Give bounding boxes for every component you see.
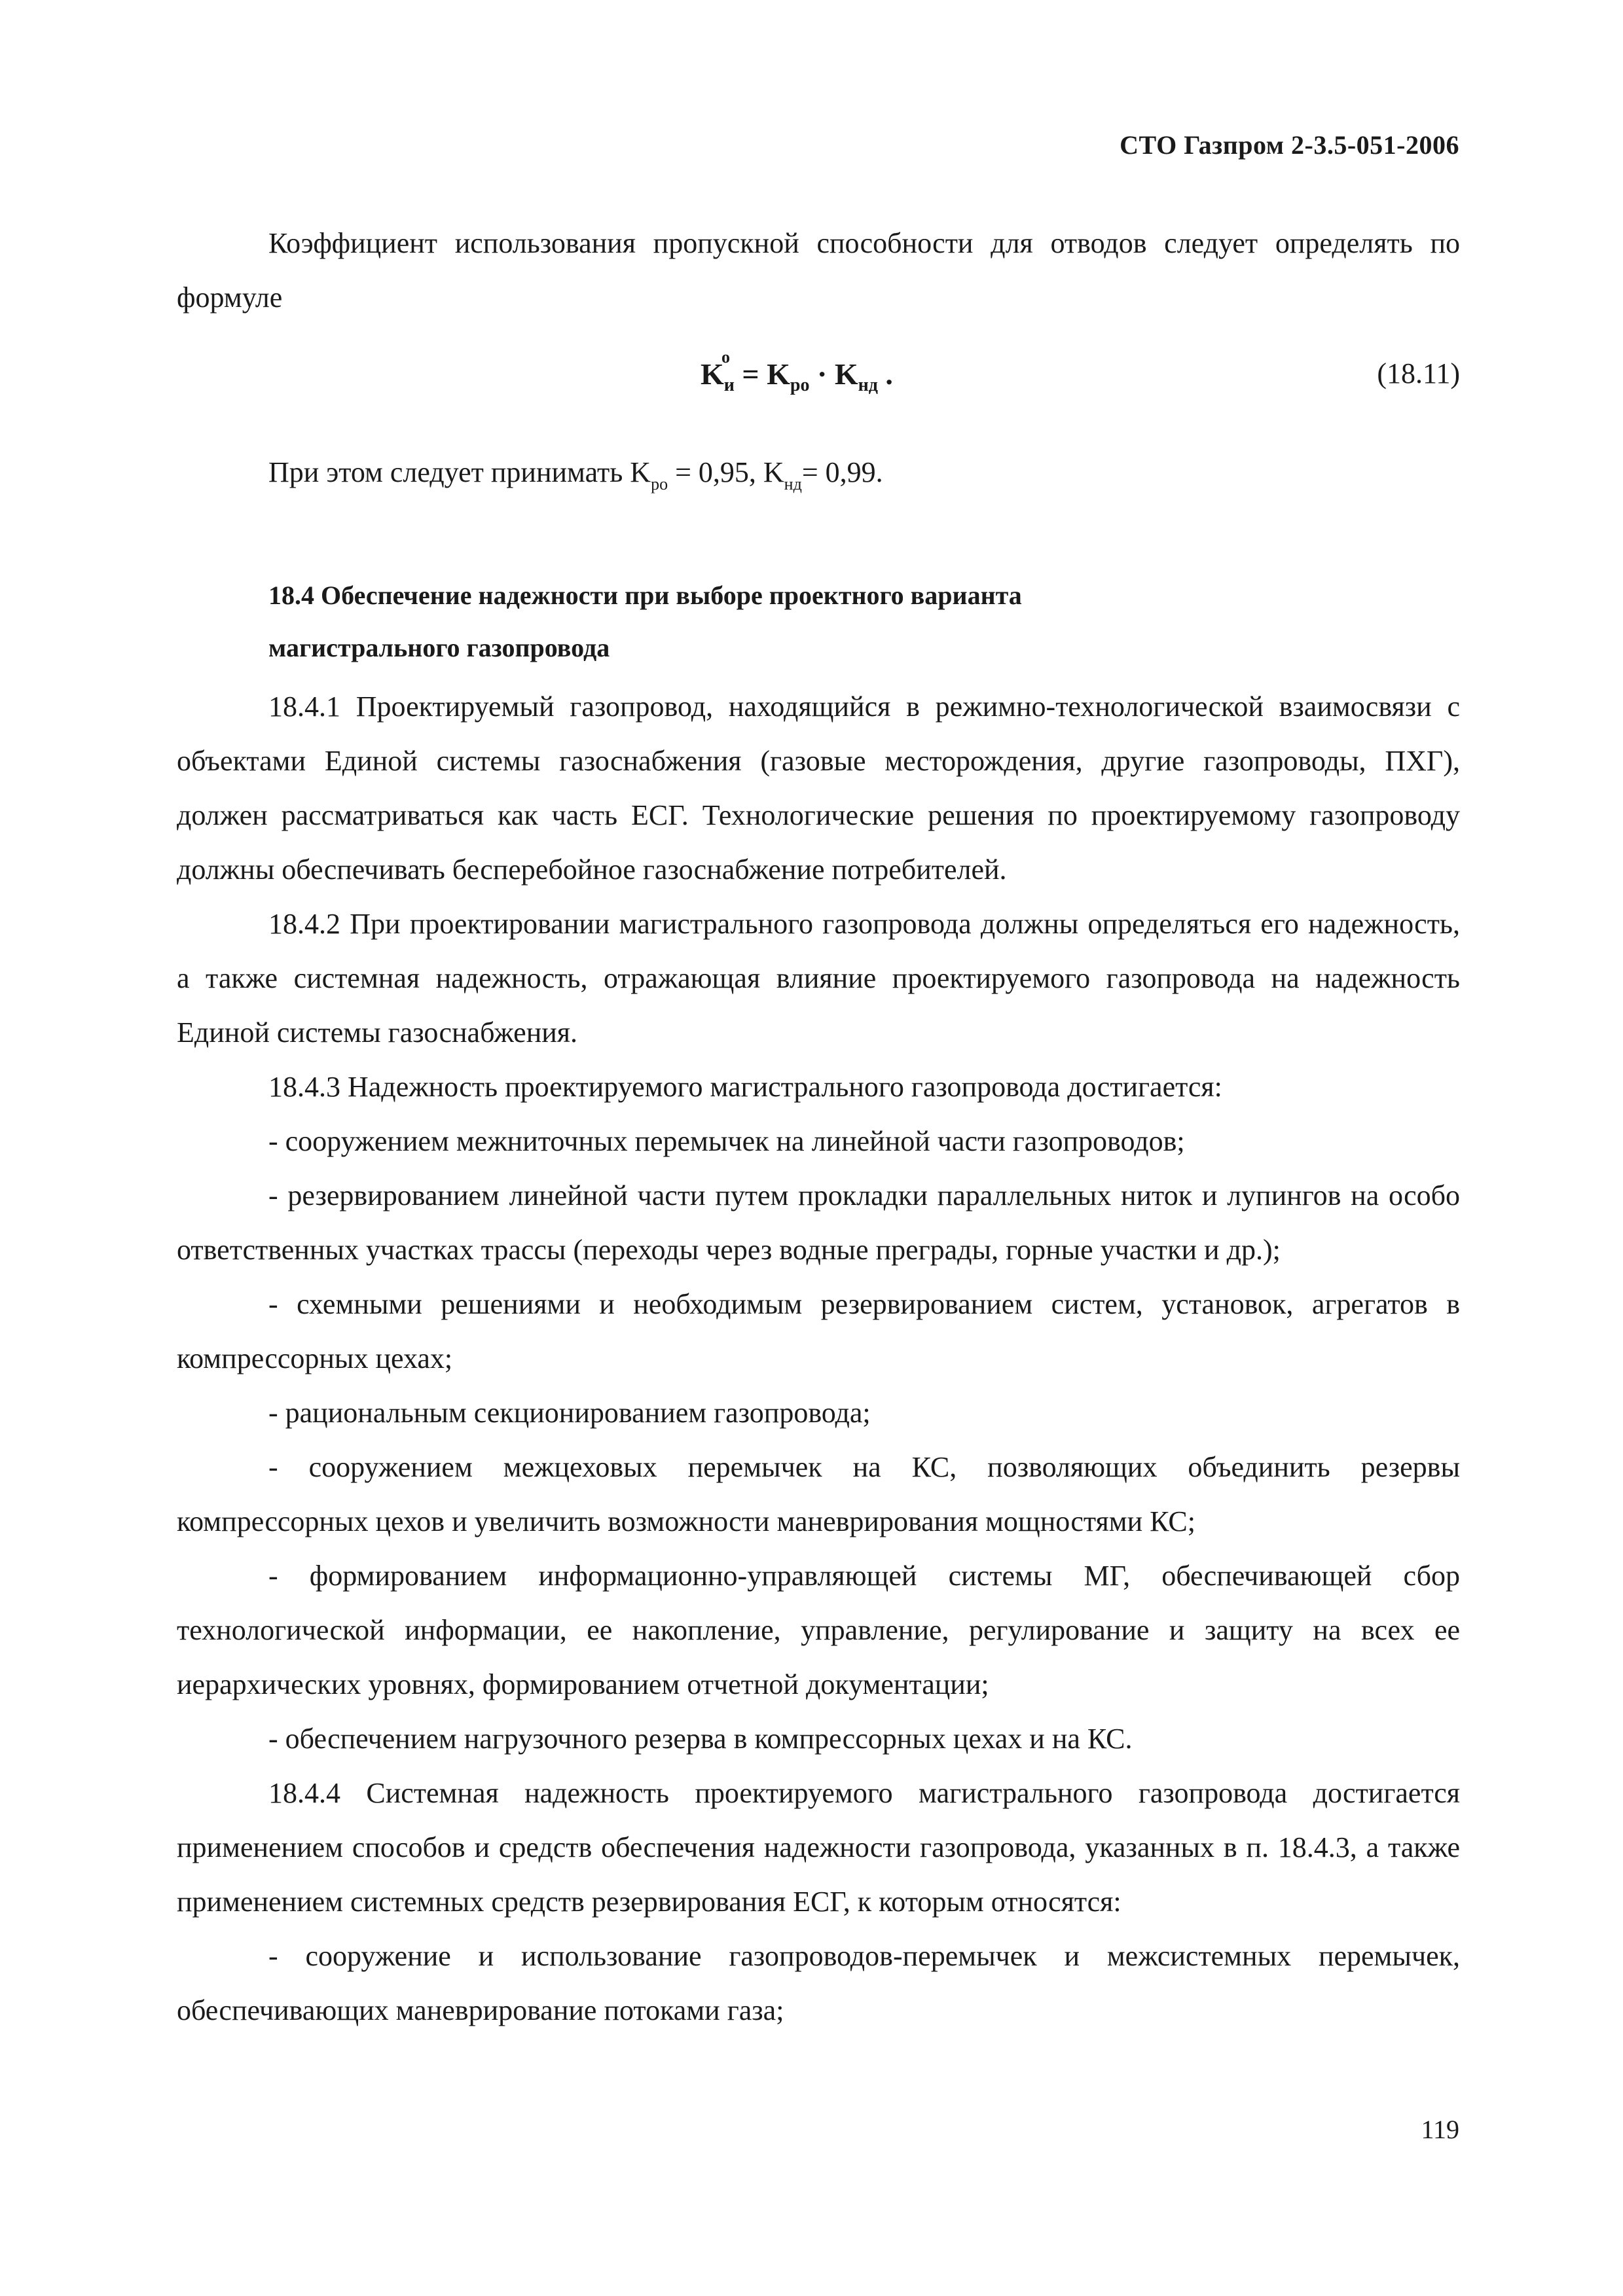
formula-term1-sub: ро: [790, 375, 810, 395]
section-title-line1: 18.4 Обеспечение надежности при выборе проектного варианта: [268, 581, 1022, 610]
intro-paragraph: Коэффициент использования пропускной способности для отводов следует определять по формуле: [177, 227, 1460, 314]
list-item: - обеспечением нагрузочного резерва в компрессорных цехах и на КС.: [268, 1723, 1133, 1755]
paragraph-18-4-1: 18.4.1 Проектируемый газопровод, находящийся в режимно-технологической взаимосвязи с объектами Единой системы газоснабжения (газовые месторождения, другие газопроводы, ПХГ), должен рассматриваться как часть ЕСГ. Технологические решения по проектируемому газопроводу должны обеспечивать бесперебойное газоснабжение потребителей.: [177, 691, 1460, 886]
list-item: - сооружением межцеховых перемычек на КС, позволяющих объединить резервы компрессорных цехов и увеличить возможности маневрирования мощностями КС;: [177, 1451, 1460, 1537]
accept-mid: = 0,95, K: [668, 456, 784, 488]
accept-sub-nd: нд: [784, 475, 802, 493]
document-code-header: СТО Газпром 2-3.5-051-2006: [1120, 130, 1459, 160]
section-heading: [268, 569, 1022, 674]
formula-term2-letter: K: [834, 357, 858, 391]
formula-row: [177, 348, 1460, 409]
accept-block: [177, 445, 1460, 511]
list-item: - схемными решениями и необходимым резервированием систем, установок, агрегатов в компрессорных цехах;: [177, 1288, 1460, 1374]
section-title-line2: магистрального газопровода: [268, 633, 610, 662]
list-item: - сооружением межниточных перемычек на линейной части газопроводов;: [268, 1125, 1185, 1157]
intro-block: [177, 216, 1460, 325]
main-body: [177, 679, 1460, 2037]
formula-term2-sub: нд: [858, 375, 878, 395]
formula-end: .: [877, 357, 893, 391]
formula-lhs-letter: K: [701, 357, 724, 391]
accept-sub-ro: ро: [651, 475, 668, 493]
equation-number: (18.11): [1377, 357, 1460, 389]
list-item: - рациональным секционированием газопровода;: [268, 1397, 871, 1429]
formula-lhs-sup: о: [721, 348, 730, 367]
list-item: - сооружение и использование газопроводов-перемычек и межсистемных перемычек, обеспечивающих маневрирование потоками газа;: [177, 1940, 1460, 2026]
list-item: - формированием информационно-управляющей системы МГ, обеспечивающей сбор технологической информации, ее накопление, управление, регулирование и защиту на всех ее иерархических уровнях, формированием отчетной документации;: [177, 1560, 1460, 1700]
formula-equals: =: [734, 357, 767, 391]
formula-18-11: [701, 348, 893, 396]
list-item: - резервированием линейной части путем прокладки параллельных ниток и лупингов на особо ответственных участках трассы (переходы через водные преграды, горные участки и др.);: [177, 1179, 1460, 1266]
page-number: 119: [1421, 2115, 1459, 2144]
paragraph-18-4-4: 18.4.4 Системная надежность проектируемого магистрального газопровода достигается применением способов и средств обеспечения надежности газопровода, указанных в п. 18.4.3, а также применением системных средств резервирования ЕСГ, к которым относятся:: [177, 1777, 1460, 1918]
formula-term1-letter: K: [767, 357, 790, 391]
accept-paragraph: [177, 445, 1460, 511]
paragraph-18-4-3: 18.4.3 Надежность проектируемого магистрального газопровода достигается:: [268, 1071, 1222, 1103]
accept-prefix: При этом следует принимать K: [268, 456, 651, 488]
formula-lhs-sub: и: [723, 375, 735, 395]
accept-suffix: = 0,99.: [801, 456, 883, 488]
paragraph-18-4-2: 18.4.2 При проектировании магистрального газопровода должны определяться его надежность, а также системная надежность, отражающая влияние проектируемого газопровода на надежность Единой системы газоснабжения.: [177, 908, 1460, 1049]
formula-lhs: [701, 348, 735, 396]
formula-dot: ·: [809, 357, 835, 391]
